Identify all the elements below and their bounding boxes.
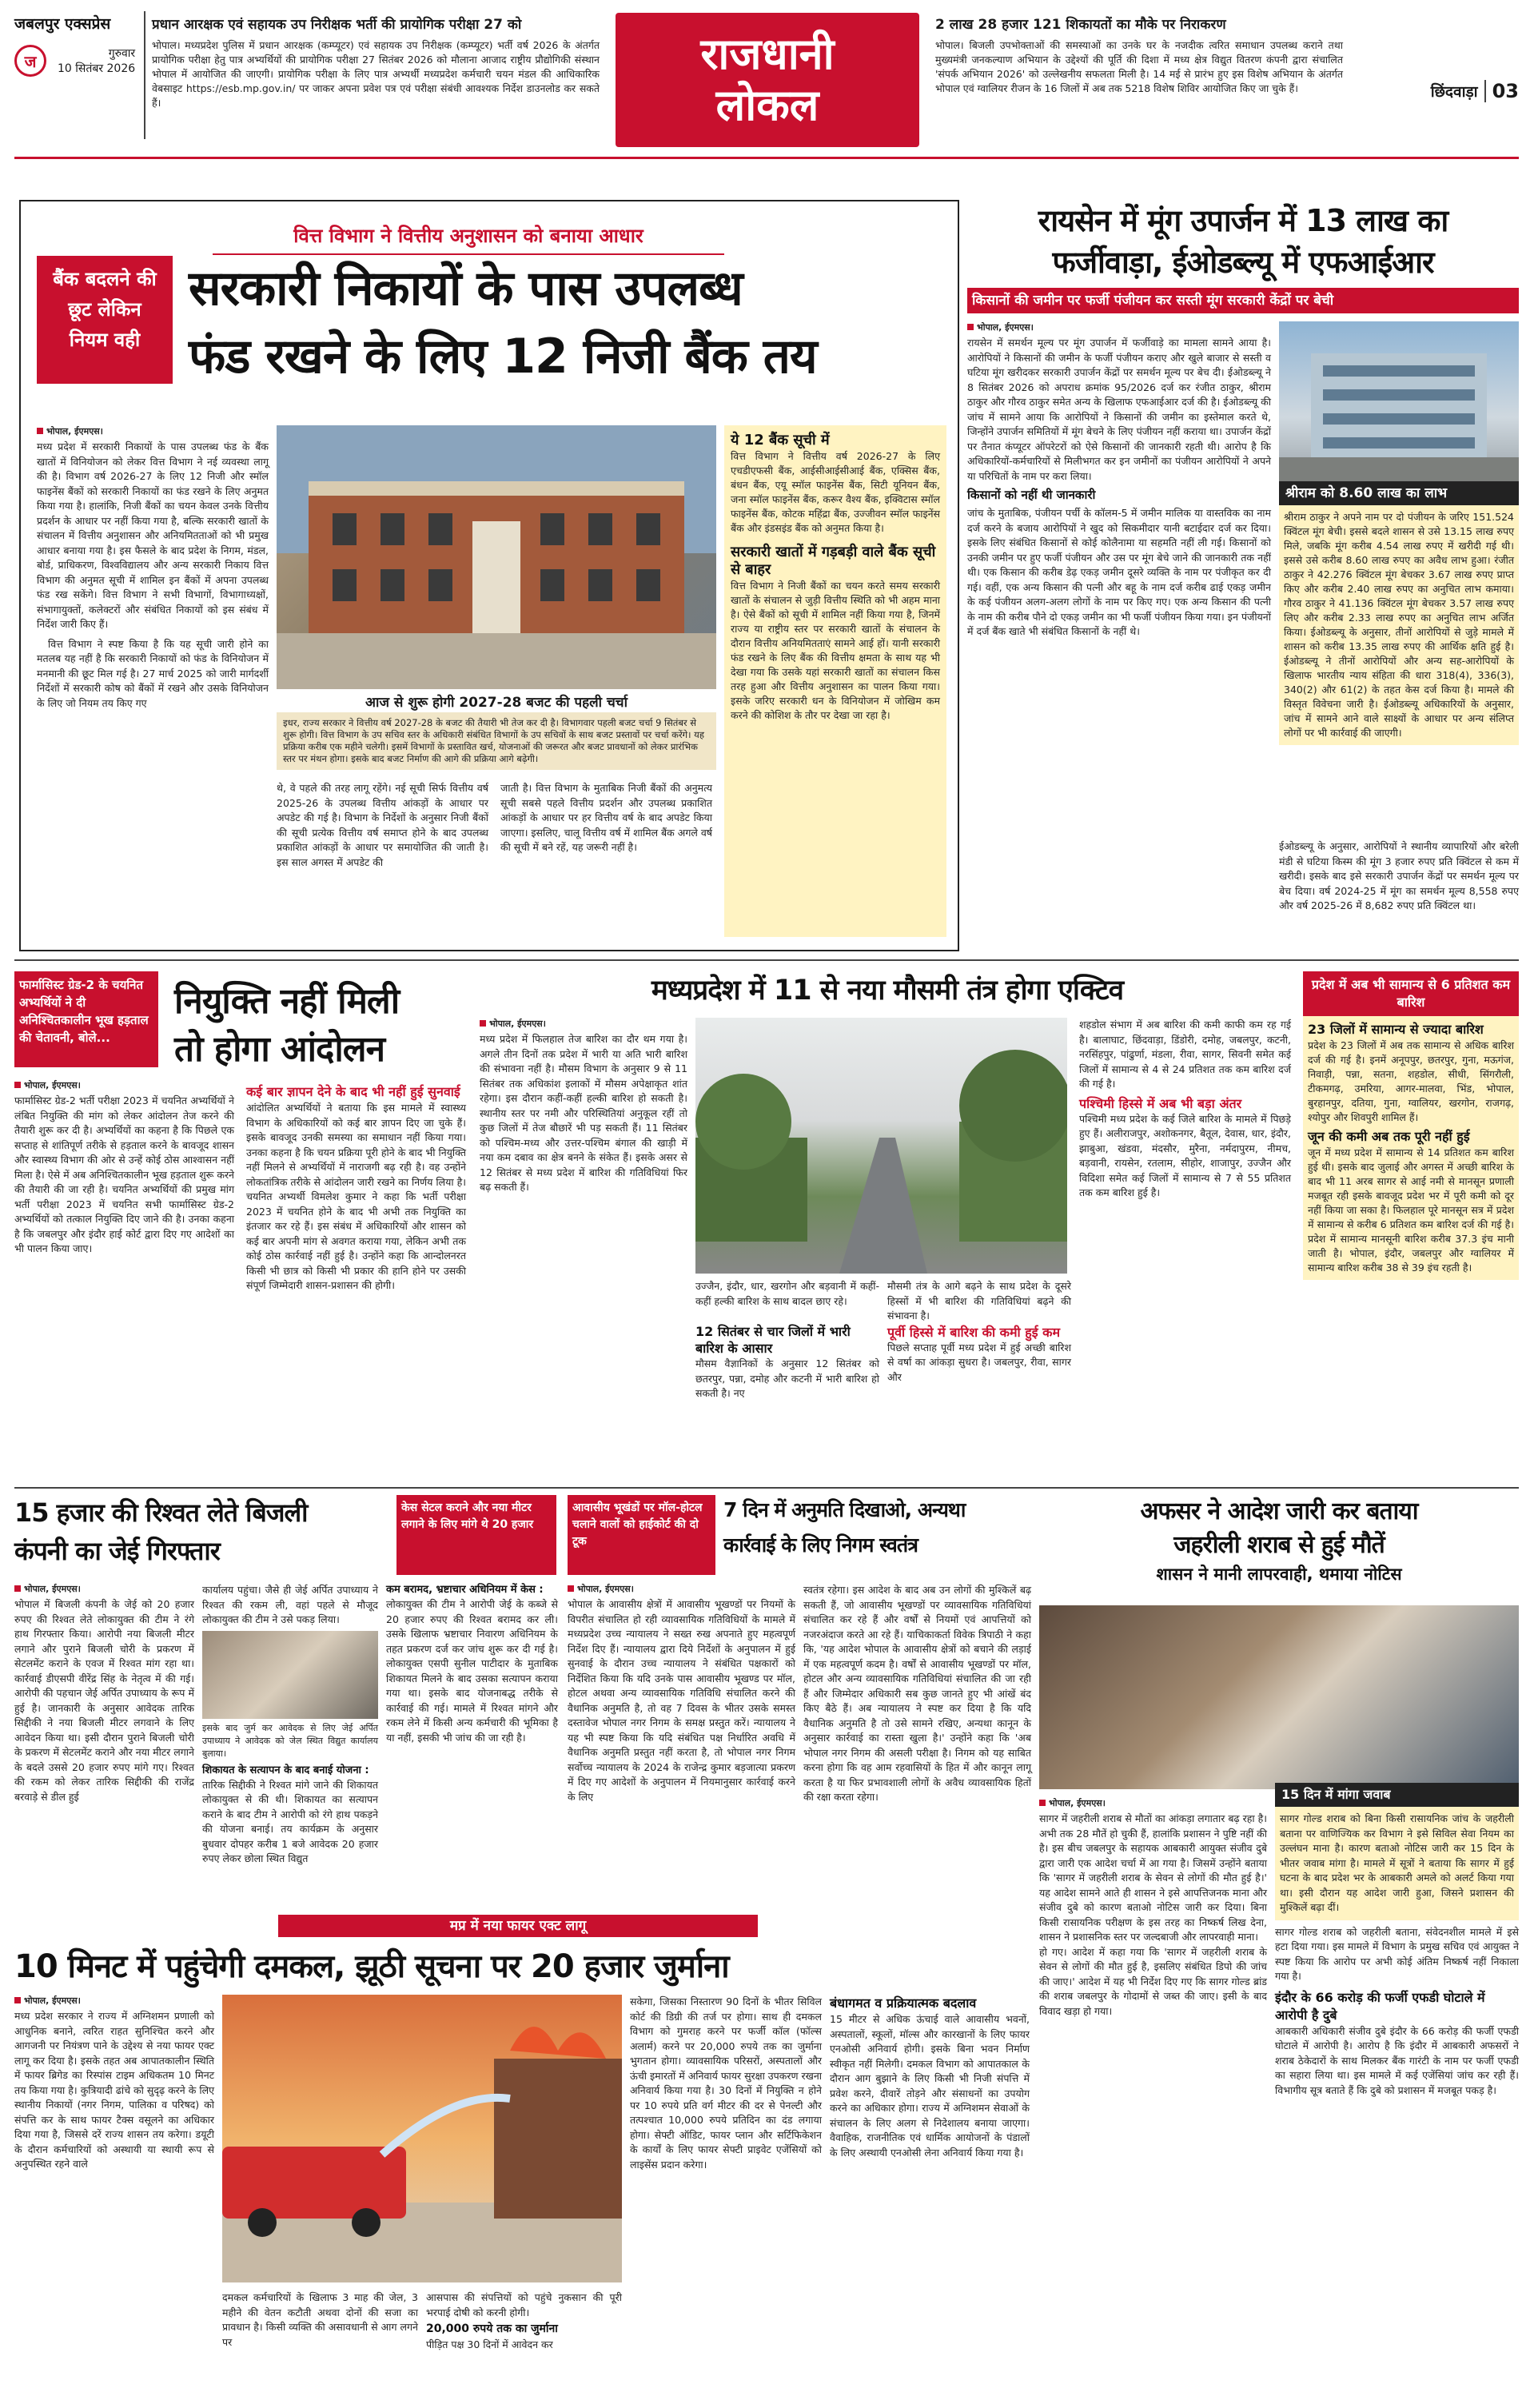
masthead-rule bbox=[14, 157, 1519, 159]
raisen-sub1: किसानों को नहीं थी जानकारी bbox=[967, 488, 1096, 502]
lead-col2-text: थे, वे पहले की तरह लागू रहेंगे। नई सूची सिर्फ वित्तीय वर्ष 2025-26 के उपलब्ध वित्तीय आंकड़ों के आधार पर अपडेट की गई है। विभाग के निर्देशों के अनुसार निजी बैंकों की सूची प्रत्येक वित्तीय वर्ष समाप्त होने के बाद उपलब्ध प्रकाशित आंकड़ों के आधार पर समायोजित की जाती है। इस साल अगस्त में अपडेट की bbox=[277, 782, 488, 868]
date: 10 सितंबर 2026 bbox=[58, 62, 136, 75]
weather-sub2: पूर्वी हिस्से में बारिश की कमी हुई कम bbox=[887, 1324, 1061, 1340]
weather-side-text1: प्रदेश के 23 जिलों में अब तक सामान्य से अधिक बारिश दर्ज की गई है। इनमें अनूपपुर, छतरपुर, गुना, मऊगंज, निवाड़ी, पन्ना, सतना, शहडोल, सीधी, सिंगरौली, टीकमगढ़, उमरिया, आगर-मालवा, भिंड, भोपाल, बुरहानपुर, दतिया, गुना, ग्वालियर, खरगोन, राजगढ़, श्योपुर और शिवपुरी शामिल हैं। bbox=[1308, 1039, 1514, 1123]
box-title: ये 12 बैंक सूची में bbox=[731, 432, 830, 449]
day: गुरुवार bbox=[108, 47, 136, 60]
brief-left-title: प्रधान आरक्षक एवं सहायक उप निरीक्षक भर्ती की प्रायोगिक परीक्षा 27 को bbox=[152, 17, 522, 33]
bribe-story bbox=[14, 1495, 558, 1911]
section-banner bbox=[616, 13, 919, 147]
paper-name: जबलपुर एक्सप्रेस bbox=[14, 15, 111, 33]
lead-headline-2: फंड रखने के लिए 12 निजी बैंक तय bbox=[189, 329, 817, 385]
liquor-side-text: सागर गोल्ड शराब को बिना किसी रासायनिक जांच के जहरीली बताना पर वाणिज्यिक कर विभाग ने इसे सिविल सेवा नियम का उल्लंघन माना है। कारण बताओ नोटिस जारी कर 15 दिन के भीतर जवाब मांगा है। मामले में सूत्रों ने बताया कि सागर में हुई घटना के बाद प्रदेश भर के आबकारी अमले को अलर्ट किया गया था। इसी दौरान यह आदेश जारी हुआ, जिसने प्रशासन की मुश्किलें बढ़ा दीं। bbox=[1275, 1807, 1519, 1920]
page-number: 03 bbox=[1492, 80, 1519, 102]
fire-col4: सकेगा, जिसका निस्तारण 90 दिनों के भीतर सिविल कोर्ट की डिग्री की तर्ज पर होगा। साथ ही दमकल विभाग को गुमराह करने पर फर्जी कॉल (फॉल्स अलार्म) करने पर 20,000 रुपये तक का जुर्माना भुगतान होगा। व्यावसायिक परिसरों, अस्पतालों और ऊंची इमारतों में अनिवार्य फायर सुरक्षा उपकरण रखना अनिवार्य किया गया है। 30 दिनों में नियुक्ति न होने पर 10 रुपये प्रति वर्ग मीटर की दर से पेनल्टी और तत्पश्चात 10,000 रुपये प्रतिदिन का दंड लगाया होगा। सेफ्टी ऑडिट, फायर प्लान और सर्टिफिकेशन के कार्यों के लिए फायर सेफ्टी प्राइवेट एजेंसियों को लाइसेंस प्रदान करेगा। bbox=[630, 1995, 822, 2171]
raisen-body1: रायसेन में समर्थन मूल्य पर मूंग उपार्जन में फर्जीवाड़े का मामला सामने आया है। आरोपियों ने किसानों की जमीन के फर्जी पंजीयन कराए और खुले बाजार से सस्ती व घटिया मूंग खरीदकर सरकारी उपार्जन केंद्रों पर समर्थन मूल्य पर बेच दी। ईओडब्ल्यू ने 8 सितंबर 2026 को अपराध क्रमांक 95/2026 दर्ज कर रंजीत ठाकुर, श्रीराम ठाकुर और गौरव ठाकुर समेत अन्य के खिलाफ एफआईआर दर्ज की है। ईओडब्ल्यू की जांच में सामने आया कि आरोपियों ने किसानों की जमीन का इस्तेमाल करते थे, जिन्होंने उपार्जन समितियों में मूंग बेचने के लिए पंजीयन नहीं कराया था। उपार्जन केंद्रों पर तैनात कंप्यूटर ऑपरेटरों को ऐसे किसानों की जानकारी रहती थी। आरोप है कि अधिकारियों-कर्मचारियों से मिलीभगत कर इन जमीनों का पंजीयन आरोपियों ने अपने या परिचितों के नाम पर करा लिया। bbox=[967, 337, 1271, 482]
hc-dateline: भोपाल, ईएमएस। bbox=[568, 1583, 795, 1595]
fire-col3: आसपास की संपत्तियों को पहुंचे नुकसान की पूरी भरपाई दोषी को करनी होगी। bbox=[426, 2291, 622, 2318]
liquor-side-title: 15 दिन में मांगा जवाब bbox=[1275, 1783, 1519, 1807]
bribe-image bbox=[202, 1631, 378, 1719]
weather-road-image bbox=[695, 1018, 1067, 1274]
liquor-col1: सागर में जहरीली शराब से मौतों का आंकड़ा लगातार बढ़ रहा है। अभी तक 28 मौतें हो चुकी हैं, हालांकि प्रशासन ने पुष्टि नहीं की है। इस बीच जबलपुर के सहायक आबकारी आयुक्त संजीव दुबे द्वारा जारी एक आदेश चर्चा में आ गया है। जिसमें उन्होंने बताया कि 'सागर में जहरीली शराब के सेवन से लोगों की मौत हुई है।' यह आदेश सामने आते ही शासन ने इसे आपत्तिजनक माना और संजीव दुबे को कारण बताओ नोटिस जारी कर दिया। बिना किसी रासायनिक परीक्षण के इस तरह का निष्कर्ष लिख देना, शासन ने प्रशासनिक स्तर पर जल्दबाजी और लापरवाही माना। bbox=[1039, 1812, 1267, 1943]
fire-dateline: भोपाल, ईएमएस। bbox=[14, 1995, 214, 2007]
masthead-left bbox=[14, 13, 142, 149]
paper-logo-icon: ज bbox=[14, 45, 46, 77]
top-brief-right bbox=[935, 16, 1343, 96]
office-building-illustration bbox=[1279, 321, 1519, 481]
weather-img-caption: उज्जैन, इंदौर, धार, खरगोन और बड़वानी में कहीं-कहीं हल्की बारिश के साथ बादल छाए रहे। bbox=[695, 1280, 879, 1307]
bribe-tag: केस सेटल कराने और नया मीटर लगाने के लिए मांगे थे 20 हजार bbox=[396, 1495, 556, 1575]
lead-kicker: वित्त विभाग ने वित्तीय अनुशासन को बनाया आधार bbox=[213, 222, 724, 255]
weather-col1: मध्य प्रदेश में फिलहाल तेज बारिश का दौर थम गया है। अगले तीन दिनों तक प्रदेश में भारी या अति भारी बारिश की संभावना नहीं है। मौसम विभाग के अनुसार 9 से 11 सितंबर तक अधिकांश इलाकों में मौसम अपेक्षाकृत शांत रहेगा। इस दौरान कहीं-कहीं हल्की बारिश हो सकती है। स्थानीय स्तर पर नमी और परिस्थितियां अनुकूल रहीं तो कुछ जिलों में तेज बौछारें भी पड़ सकती हैं। 11 सितंबर को पश्चिम-मध्य और उत्तर-पश्चिम बंगाल की खाड़ी में नया कम दबाव का क्षेत्र बनने के संकेत हैं। इसके असर से 12 सितंबर से मध्य प्रदेश में बारिश की गतिविधियां फिर बढ़ सकती हैं। bbox=[480, 1033, 687, 1193]
weather-side-sub1: 23 जिलों में सामान्य से ज्यादा बारिश bbox=[1308, 1022, 1484, 1037]
liquor-headline-2: जहरीली शराब से हुई मौतें bbox=[1173, 1531, 1385, 1559]
lead-dateline: भोपाल, ईएमएस। bbox=[37, 425, 269, 437]
firefighter-illustration bbox=[222, 1995, 622, 2282]
lead-story bbox=[19, 200, 959, 951]
raisen-deck: किसानों की जमीन पर फर्जी पंजीयन कर सस्ती मूंग सरकारी केंद्रों पर बेची bbox=[967, 288, 1519, 313]
lead-box bbox=[724, 425, 946, 937]
hc-tag: आवासीय भूखंडों पर मॉल-होटल चलाने वालों को हाईकोर्ट की दो टूक bbox=[568, 1495, 715, 1575]
top-brief-left bbox=[152, 16, 600, 110]
liquor-sub-text: आबकारी अधिकारी संजीव दुबे इंदौर के 66 करोड़ की फर्जी एफडी घोटाले में आरोपी है। आरोप है कि इंदौर में आबकारी अफसरों ने शराब ठेकेदारों के साथ मिलकर बैंक गारंटी के नाम पर फर्जी एफडी का सहारा लिया था। इस मामले में कई एजेंसियां जांच कर रही हैं। विभागीय सूत्र बताते हैं कि दुबे को प्रशासन में मजबूत पकड़ है। bbox=[1275, 2024, 1519, 2096]
box2-title: सरकारी खातों में गड़बड़ी वाले बैंक सूची से बाहर bbox=[731, 544, 936, 578]
fire-col3b: पीड़ित पक्ष 30 दिनों में आवेदन कर bbox=[426, 2338, 553, 2350]
lead-side-tag: बैंक बदलने की छूट लेकिन नियम वही bbox=[37, 256, 173, 384]
raisen-headline-2: फर्जीवाड़ा, ईओडब्ल्यू में एफआईआर bbox=[1052, 245, 1434, 280]
fire-col2: दमकल कर्मचारियों के खिलाफ 3 माह की जेल, 3 महीने की वेतन कटौती अथवा दोनों की सजा का प्रावधान है। किसी व्यक्ति की असावधानी से आग लगने पर bbox=[222, 2291, 418, 2348]
weather-headline: मध्यप्रदेश में 11 से नया मौसमी तंत्र होगा एक्टिव bbox=[651, 975, 1124, 1007]
liquor-image bbox=[1039, 1605, 1519, 1789]
weather-dateline: भोपाल, ईएमएस। bbox=[480, 1018, 687, 1030]
brief-left-body: भोपाल। मध्यप्रदेश पुलिस में प्रधान आरक्षक (कम्प्यूटर) एवं सहायक उप निरीक्षक (कम्प्यूटर) भर्ती वर्ष 2026 के अंतर्गत प्रायोगिक परीक्षा हेतु पात्र अभ्यर्थियों की प्रायोगिक परीक्षा 27 सितंबर 2026 को मौलाना आजाद राष्ट्रीय प्रौद्योगिकी संस्थान भोपाल में आयोजित की जाएगी। प्रायोगिक परीक्षा के लिए पात्र अभ्यर्थी मध्यप्रदेश कर्मचारी चयन मंडल की आधिकारिक वेबसाइट https://esb.mp.gov.in/ पर जाकर अपना प्रवेश पत्र एवं परीक्षा संबंधी आवश्यक निर्देश डाउनलोड कर सकते हैं। bbox=[152, 39, 600, 109]
raisen-dateline: भोपाल, ईएमएस। bbox=[967, 321, 1271, 333]
fire-illustration bbox=[222, 1995, 622, 2282]
brief-right-body: भोपाल। बिजली उपभोक्ताओं की समस्याओं का उनके घर के नजदीक त्वरित समाधान उपलब्ध कराने तथा मुख्यमंत्री जनकल्याण अभियान के उद्देश्यों की पूर्ति की दिशा में मध्य क्षेत्र विद्युत वितरण कंपनी द्वारा संचालित 'संपर्क अभियान 2026' को उल्लेखनीय सफलता मिली है। 14 मई से प्रारंभ हुए इस विशेष अभियान के अंतर्गत भोपाल एवं ग्वालियर रीजन के 16 जिलों में अब तक 5218 विशेष शिविर आयोजित किए जा चुके हैं। bbox=[935, 39, 1343, 94]
box2-text: वित्त विभाग ने निजी बैंकों का चयन करते समय सरकारी खातों के संचालन से जुड़ी वित्तीय स्थिति को भी अहम माना है। ऐसे बैंकों को सूची में शामिल नहीं किया गया है, जिनमें राज्य या राष्ट्रीय स्तर पर सरकारी खातों के संचालन के दौरान वित्तीय अनियमितताएं सामने आई हों। यानी सरकारी फंड रखने के लिए बैंक की वित्तीय क्षमता के साथ यह भी देखा गया कि उसके यहां सरकारी खातों का संचालन किस तरह हुआ और वित्तीय अनुशासन का पालन किया गया। इसके जरिए सरकारी धन के विनियोजन में जोखिम कम करने की कोशिश के तौर पर देखा जा रहा है। bbox=[731, 580, 940, 721]
raisen-headline-1: रायसेन में मूंग उपार्जन में 13 लाख का bbox=[1038, 203, 1448, 238]
hc-headline-1: 7 दिन में अनुमति दिखाओ, अन्यथा bbox=[723, 1498, 966, 1521]
weather-col3: मौसमी तंत्र के आगे बढ़ने के साथ प्रदेश के दूसरे हिस्सों में भी बारिश की गतिविधियां बढ़ने की संभावना है। bbox=[887, 1280, 1071, 1322]
pharm-body2: आंदोलित अभ्यर्थियों ने बताया कि इस मामले में स्वास्थ्य विभाग के अधिकारियों को कई बार ज्ञापन दिए जा चुके हैं। इसके बावजूद उनकी समस्या का समाधान नहीं किया गया। उनका कहना है कि चयन प्रक्रिया पूरी होने के बाद भी नियुक्ति नहीं मिलने से अभ्यर्थियों में नाराजगी बढ़ रही है। वह उन्होंने लोकतांत्रिक तरीके से आंदोलन जारी रखने का निर्णय लिया है। चयनित अभ्यर्थी विमलेश कुमार ने कहा कि भर्ती परीक्षा 2023 में चयनित होने के बाद भी अभी तक नियुक्ति का इंतजार कर रहे हैं। इस संबंध में अधिकारियों और शासन को कई बार अपनी मांग से अवगत कराया गया, लेकिन अभी तक कोई ठोस कार्रवाई नहीं हुई है। उन्होंने कहा कि आन्दोलनरत किसी भी छात्र को किसी भी प्रकार की हानि होने पर उसकी संपूर्ण जिम्मेदारी शासन-प्रशासन की होगी। bbox=[246, 1102, 466, 1291]
lead-col1 bbox=[37, 425, 269, 711]
hc-col1: भोपाल के आवासीय क्षेत्रों में आवासीय भूखण्डों पर नियमों के विपरीत संचालित हो रही व्यावसायिक गतिविधियों के मामले में मध्यप्रदेश उच्च न्यायालय ने सख्त रुख अपनाते हुए महत्वपूर्ण निर्देश दिए हैं। न्यायालय द्वारा दिये निर्देशों के अनुपालन में हुई सुनवाई के दौरान उच्च न्यायालय ने संबंधित पक्षकारों को निर्देशित किया कि यदि उनके पास आवासीय भूखण्ड पर मॉल, होटल अथवा अन्य व्यावसायिक गतिविधि संचालित करने की वैधानिक अनुमति है, तो वह 7 दिवस के भीतर उसके समस्त दस्तावेज भोपाल नगर निगम के समक्ष प्रस्तुत करें। न्यायालय ने यह भी स्पष्ट किया कि यदि संबंधित पक्ष निर्धारित अवधि में वैधानिक अनुमति प्रस्तुत नहीं करता है, तो भोपाल नगर निगम सर्वोच्च न्यायालय के 2024 के राजेन्द्र कुमार बड़जात्या प्रकरण में दिए गए आदेशों के अनुपालन में नियमानुसार कार्रवाई करने के लिए bbox=[568, 1598, 795, 1803]
liquor-col2: हो गए। आदेश में कहा गया कि 'सागर में जहरीली शराब के सेवन से लोगों की मौत हुई है, इसलिए संबंधित डिपो की जांच की जाए।' आदेश में यह भी निर्देश दिए गए कि सागर गोल्ड ब्रांड की शराब जबलपुर के गोदामों से जब्त की जाए। इसी के बाद विवाद खड़ा हो गया। bbox=[1039, 1945, 1267, 2017]
liquor-headline-1: अफसर ने आदेश जारी कर बताया bbox=[1140, 1497, 1418, 1525]
lead-headline-1: सरकारी निकायों के पास उपलब्ध bbox=[189, 261, 743, 317]
fire-story bbox=[14, 1915, 1030, 2398]
bribe-body-sub1: तारिक सिद्दीकी ने रिश्वत मांगे जाने की शिकायत लोकायुक्त से की थी। शिकायत का सत्यापन कराने के बाद टीम ने आरोपी को रंगे हाथ पकड़ने की योजना बनाई। तय कार्यक्रम के अनुसार बुधवार दोपहर करीब 1 बजे आवेदक 20 हजार रुपए लेकर छोला स्थित विद्युत bbox=[202, 1778, 378, 1864]
image-caption-text: इधर, राज्य सरकार ने वित्तीय वर्ष 2027-28 के बजट की तैयारी भी तेज कर दी है। विभागवार पहली बजट चर्चा 9 सितंबर से शुरू होगी। वित्त विभाग के उप सचिव स्तर के अधिकारी संबंधित विभागों के उप सचिवों के साथ बजट प्रस्तावों पर चर्चा करेंगे। यह प्रक्रिया करीब एक महीने चलेगी। इसमें विभागों के प्रस्तावित खर्च, योजनाओं की जरूरत और बजट प्रावधानों को लेकर प्रारंभिक स्तर पर मंथन होगा। इसके बाद बजट निर्माण की आगे की प्रक्रिया आगे बढ़ेगी। bbox=[277, 712, 716, 770]
lead-building-image bbox=[277, 425, 716, 689]
brief-right-title: 2 लाख 28 हजार 121 शिकायतों का मौके पर निराकरण bbox=[935, 17, 1226, 33]
pharm-dateline: भोपाल, ईएमएस। bbox=[14, 1079, 234, 1091]
raisen-story bbox=[967, 200, 1519, 943]
liquor-col3: सागर गोल्ड शराब को जहरीली बताना, संवेदनशील मामले में इसे हटा दिया गया। इस मामले में विभाग के प्रमुख सचिव एवं आयुक्त ने स्पष्ट किया कि आरोप पर अभी कोई अंतिम निष्कर्ष नहीं निकाला गया है। bbox=[1275, 1925, 1519, 1982]
divider bbox=[144, 11, 145, 139]
lead-col3-text: जाती है। वित्त विभाग के मुताबिक निजी बैंकों की अनुमत्य सूची सबसे पहले वित्तीय प्रदर्शन और उपलब्ध प्रकाशित आंकड़ों के आधार पर हर वित्तीय वर्ष के बाद अपडेट किया जाएगा। इसलिए, चालू वित्तीय वर्ष में शामिल बैंक अगले वर्ष की सूची में बने रहें, यह जरूरी नहीं है। bbox=[500, 782, 712, 853]
weather-col4b: पश्चिमी मध्य प्रदेश के कई जिले बारिश के मामले में पिछड़े हुए हैं। अलीराजपुर, अशोकनगर, बैतूल, देवास, धार, इंदौर, झाबुआ, खंडवा, मंदसौर, मुरैना, नर्मदापुरम, नीमच, बड़वानी, रायसेन, रतलाम, सीहोर, शाजापुर, उज्जैन और विदिशा समेत कई जिलों में सामान्य से 7 से 55 प्रतिशत तक कम बारिश हुई है। bbox=[1079, 1112, 1291, 1198]
bribe-col2: कार्यालय पहुंचा। जैसे ही जेई अर्पित उपाध्याय ने रिश्वत की रकम ली, वहां पहले से मौजूद लोकायुक्त की टीम ने उसे पकड़ लिया। bbox=[202, 1584, 378, 1625]
hc-headline-2: कार्रवाई के लिए निगम स्वतंत्र bbox=[723, 1533, 918, 1557]
weather-sidebar bbox=[1303, 971, 1519, 1483]
page-label bbox=[1359, 80, 1519, 102]
weather-sub3: पश्चिमी हिस्से में अब भी बड़ा अंतर bbox=[1079, 1095, 1242, 1111]
fire-headline: 10 मिनट में पहुंचेगी दमकल, झूठी सूचना पर 20 हजार जुर्माना bbox=[14, 1948, 729, 1985]
liquor-sub: इंदौर के 66 करोड़ की फर्जी एफडी घोटाले में आरोपी है दुबे bbox=[1275, 1989, 1485, 2023]
road-illustration bbox=[695, 1018, 1067, 1274]
liquor-dateline: भोपाल, ईएमएस। bbox=[1039, 1797, 1267, 1809]
lead-col1b-text: वित्त विभाग ने स्पष्ट किया है कि यह सूची जारी होने का मतलब यह नहीं है कि सरकारी निकायों को फंड के विनियोजन में मनमानी की छूट मिल गई है। 27 मार्च 2025 को जारी मार्गदर्शी निर्देशों में सरकारी कोष को बैंकों में रखने और उसके विनियोजन के लिए जो नियम तय किए गए bbox=[37, 637, 269, 709]
row-rule bbox=[14, 959, 1519, 961]
weather-sub1: 12 सितंबर से चार जिलों में भारी बारिश के आसार bbox=[695, 1324, 851, 1356]
weather-col4: शहडोल संभाग में अब बारिश की कमी काफी कम रह गई है। बालाघाट, छिंदवाड़ा, डिंडोरी, दमोह, जबलपुर, कटनी, नरसिंहपुर, पांढुर्णा, मंडला, रीवा, सागर, सिवनी समेत कई जिलों में सामान्य से 4 से 24 प्रतिशत तक कम बारिश दर्ज की गई है। bbox=[1079, 1019, 1291, 1090]
raisen-body2: जांच के मुताबिक, पंजीयन पर्ची के कॉलम-5 में जमीन मालिक या वास्तविक का नाम दर्ज करने के बजाय आरोपियों ने खुद को सिकमीदार यानी बटाईदार दर्ज कर दिया। इसके लिए संबंधित किसानों से कोई कोलैनामा या सहमति नहीं ली गई। किसानों को उनकी जमीन पर हुए फर्जी पंजीयन और उस पर मूंग बेचे जाने की जानकारी तक नहीं थी। एक किसान की करीब डेढ़ एकड़ जमीन दूसरे व्यक्ति के नाम पर पंजीकृत कर दी गई। वहीं, एक अन्य किसान की पत्नी और बहू के नाम दर्ज करीब ढाई एकड़ जमीन के कई पंजीयन अलग-अलग लोगों के नाम पर किए गए। एक अन्य किसान की पत्नी के नाम की करीब पौने दो एकड़ जमीन का भी फर्जी पंजीयन किया गया। इन पंजीयनों में दर्ज बैंक खाते भी संबंधित किसानों के नहीं थे। bbox=[967, 507, 1271, 637]
bribe-dateline: भोपाल, ईएमएस। bbox=[14, 1583, 194, 1595]
fire-col5: 15 मीटर से अधिक ऊंचाई वाले आवासीय भवनों, अस्पतालों, स्कूलों, मॉल्स और कारखानों के लिए फायर एनओसी अनिवार्य होगी। इसके बिना भवन निर्माण स्वीकृत नहीं मिलेगी। दमकल विभाग को आपातकाल के दौरान आग बुझाने के लिए किसी भी निजी संपत्ति में प्रवेश करने, दीवारें तोड़ने और संसाधनों का उपयोग करने का अधिकार होगा। राज्य में अग्निशमन सेवाओं के संचालन के लिए अलग से निदेशालय बनाया जाएगा। वैवाहिक, राजनीतिक एवं धार्मिक आयोजनों के पंडालों के लिए अस्थायी एनओसी लेना अनिवार्य किया गया है। bbox=[830, 2013, 1030, 2159]
bribe-headline-2: कंपनी का जेई गिरफ्तार bbox=[14, 1536, 220, 1566]
pharm-sub: कई बार ज्ञापन देने के बाद भी नहीं हुई सुनवाई bbox=[246, 1084, 460, 1099]
weather-side-text2: जून में मध्य प्रदेश में सामान्य से 14 प्रतिशत कम बारिश हुई थी। इसके बाद जुलाई और अगस्त में अच्छी बारिश के बाद भी 11 अरब सागर से आई नमी से मानसून प्रणाली मजबूत रही इसके बावजूद प्रदेश भर में पूरी कमी को दूर नहीं किया जा सका है। फिलहाल पूरे मानसून सत्र में प्रदेश में सामान्य से करीब 6 प्रतिशत कम बारिश दर्ज की गई है। प्रदेश में सामान्य मानसूनी बारिश करीब 37.3 इंच मानी जाती है। भोपाल, इंदौर, जबलपुर और ग्वालियर में सामान्य बारिश करीब 38 से 39 इंच रहती है। bbox=[1308, 1146, 1514, 1274]
bribe-body-sub2: लोकायुक्त की टीम ने आरोपी जेई के कब्जे से 20 हजार रुपए की रिश्वत बरामद कर ली। उसके खिलाफ भ्रष्टाचार निवारण अधिनियम के तहत प्रकरण दर्ज कर जांच शुरू कर दी गई है। लोकायुक्त एसपी सुनील पाटीदार के मुताबिक शिकायत मिलने के बाद उसका सत्यापन कराया गया था। इसके बाद योजनाबद्ध तरीके से कार्रवाई की गई। मामले में रिश्वत मांगने और रकम लेने में किसी अन्य कर्मचारी की भूमिका है या नहीं, इसकी भी जांच की जा रही है। bbox=[386, 1598, 558, 1744]
section-title-2: लोकल bbox=[715, 80, 819, 130]
divider bbox=[1484, 80, 1486, 102]
liquor-story bbox=[1039, 1495, 1519, 2398]
building-illustration bbox=[277, 425, 716, 689]
weather-side-sub2: जून की कमी अब तक पूरी नहीं हुई bbox=[1308, 1129, 1470, 1144]
image-caption-title: आज से शुरू होगी 2027-28 बजट की पहली चर्चा bbox=[277, 691, 716, 712]
pharm-headline-1: नियुक्ति नहीं मिली bbox=[174, 981, 400, 1022]
weather-body-sub2: पिछले सप्ताह पूर्वी मध्य प्रदेश में हुई अच्छी बारिश से वर्षा का आंकड़ा सुधरा है। जबलपुर, रीवा, सागर और bbox=[887, 1341, 1071, 1383]
pharm-body: फार्मासिस्ट ग्रेड-2 भर्ती परीक्षा 2023 में चयनित अभ्यर्थियों ने लंबित नियुक्ति की मांग को लेकर आंदोलन तेज करने की तैयारी शुरू कर दी है। अभ्यर्थियों का कहना है कि पिछले एक सप्ताह से शांतिपूर्ण तरीके से हड़ताल करने के बावजूद शासन और स्वास्थ्य विभाग की ओर से उन्हें कोई ठोस आश्वासन नहीं मिला है। ऐसे में अब अनिश्चितकालीन भूख हड़ताल शुरू करने की तैयारी की जा रही है। चयनित अभ्यर्थियों की प्रमुख मांग भर्ती परीक्षा 2023 में चयनित सभी फार्मासिस्ट ग्रेड-2 अभ्यर्थियों को तत्काल नियुक्ति दिए जाने की है। उनका कहना है कि जबलपुर और इंदौर हाई कोर्ट द्वारा दिए गए आदेशों का भी पालन किया जाए। bbox=[14, 1094, 234, 1254]
raisen-office-image bbox=[1279, 321, 1519, 481]
bribe-body: भोपाल में बिजली कंपनी के जेई को 20 हजार रुपए की रिश्वत लेते लोकायुक्त की टीम ने रंगे हाथ गिरफ्तार किया। आरोपी नया बिजली मीटर लगाने और पुराने बिजली चोरी के प्रकरण में सेटलमेंट कराने के एवज में रिश्वत मांग रहा था। कार्रवाई डीएसपी वीरेंद्र सिंह के नेतृत्व में की गई। आरोपी की पहचान जेई अर्पित उपाध्याय के रूप में हुई है। जानकारी के अनुसार आवेदक तारिक सिद्दीकी ने नया बिजली मीटर लगवाने के लिए आवेदन किया था। इसी दौरान पुराने बिजली चोरी के प्रकरण में सेटलमेंट कराने और नया मीटर लगाने के बदले उससे 20 हजार रुपए मांगे गए। रिश्वत की रकम को लेकर तारिक सिद्दीकी की राजेंद्र बरवाड़े से डील हुई bbox=[14, 1598, 194, 1803]
weather-side-title: प्रदेश में अब भी सामान्य से 6 प्रतिशत कम बारिश bbox=[1303, 971, 1519, 1016]
section-title-1: राजधानी bbox=[700, 29, 835, 79]
bribe-sub2: कम बरामद, भ्रष्टाचार अधिनियम में केस : bbox=[386, 1584, 544, 1596]
bribe-headline-1: 15 हजार की रिश्वत लेते बिजली bbox=[14, 1497, 308, 1528]
lead-col1-text: मध्य प्रदेश में सरकारी निकायों के पास उपलब्ध फंड के बैंक खातों में विनियोजन को लेकर वित्त विभाग ने नई व्यवस्था लागू की है। विभाग वर्ष 2026-27 के लिए 12 निजी और स्मॉल फाइनेंस बैंकों को सरकारी निकायों का फंड रखने के लिए अनुमत किया गया है। हालांकि, निजी बैंकों का चयन केवल उनके वित्तीय प्रदर्शन के आधार पर नहीं किया गया है, बल्कि सरकारी खातों के संचालन में वित्तीय अनुशासन और अनियमितताओं को भी प्रमुख आधार बनाया गया है। इस फैसले के बाद प्रदेश के निगम, मंडल, बोर्ड, प्राधिकरण, विश्वविद्यालय और अन्य सरकारी निकाय वित्त विभाग की अनुमत सूची में शामिल इन बैंकों में अपना उपलब्ध फंड रख सकेंगे। वित्त विभाग ने सभी विभागों, विभागाध्यक्षों, संभागायुक्तों, कलेक्टरों और संबंधित निकायों को इस संबंध में निर्देश जारी किए हैं। bbox=[37, 441, 269, 630]
fire-kicker: मप्र में नया फायर एक्ट लागू bbox=[278, 1915, 758, 1937]
fire-sub2: बंधागमत व प्रक्रियात्मक बदलाव bbox=[830, 1995, 977, 2011]
city-name: छिंदवाड़ा bbox=[1430, 83, 1478, 101]
lead-image-caption bbox=[277, 691, 716, 772]
fire-col1: मध्य प्रदेश सरकार ने राज्य में अग्निशमन प्रणाली को आधुनिक बनाने, त्वरित राहत सुनिश्चित करने और आगजनी पर नियंत्रण पाने के उद्देश्य से नया फायर एक्ट लागू कर दिया है। इसके तहत अब आपातकालीन स्थिति में फायर ब्रिगेड का रिस्पांस टाइम अधिकतम 10 मिनट तय किया गया है। कुत्रियादी ढांचे को सुदृढ़ करने के लिए स्थानीय निकायों (नगर निगम, पालिका व परिषद) को संपत्ति कर के साथ फायर टैक्स वसूलने का अधिकार दिया गया है, जिससे दरें राज्य शासन तय करेगा। डयूटी के दौरान कर्मचारियों को अस्थायी या स्थायी रूप से अनुपस्थित रहने वाले bbox=[14, 2010, 214, 2170]
weather-body-sub1: मौसम वैज्ञानिकों के अनुसार 12 सितंबर को छतरपुर, पन्ना, दमोह और कटनी में भारी बारिश हो सकती है। नए bbox=[695, 1357, 879, 1399]
fire-sub-fine: 20,000 रुपये तक का जुर्माना bbox=[426, 2322, 558, 2335]
highcourt-story bbox=[568, 1495, 1031, 1911]
raisen-body3: ईओडब्ल्यू के अनुसार, आरोपियों ने स्थानीय व्यापारियों और बरेली मंडी से घटिया किस्म की मूंग 3 हजार रुपए प्रति क्विंटल से कम में खरीदी। इसके बाद इसे सरकारी उपार्जन केंद्रों पर समर्थन मूल्य पर बेच दिया। वर्ष 2024-25 में मूंग का समर्थन मूल्य 8,558 रुपए और वर्ष 2025-26 में 8,682 रुपए प्रति क्विंटल था। bbox=[1279, 840, 1519, 911]
bribe-img-caption: इसके बाद जुर्म कर आवेदक से लिए जेई अर्पित उपाध्याय ने आवेदक को जेल स्थित विद्युत कार्यालय बुलाया। bbox=[202, 1722, 378, 1759]
hc-col2: स्वतंत्र रहेगा। इस आदेश के बाद अब उन लोगों की मुश्किलें बढ़ सकती हैं, जो आवासीय भूखण्डों पर व्यावसायिक गतिविधियां संचालित कर रहे हैं और वर्षों से नियमों एवं आपत्तियों को नजरअंदाज करते आ रहे हैं। याचिकाकर्ता विवेक त्रिपाठी ने कहा कि, 'यह आदेश भोपाल के आवासीय क्षेत्रों को बचाने की लड़ाई में एक महत्वपूर्ण कदम है। वर्षों से आवासीय भूखण्डों पर मॉल, होटल और अन्य व्यावसायिक गतिविधियां संचालित की जा रही हैं और जिम्मेदार अधिकारी सब कुछ जानते हुए भी आंखें बंद किए बैठे हैं। अब न्यायालय ने स्पष्ट कर दिया है कि यदि वैधानिक अनुमति है तो उसे सामने रखिए, अन्यथा कानून के अनुसार कार्रवाई का रास्ता खुला है।' उन्होंने कहा कि 'अब भोपाल नगर निगम की असली परीक्षा है। निगम को यह साबित करना होगा कि वह आम रहवासियों के हित में और कानून लागू करता है या फिर प्रभावशाली लोगों के अवैध व्यावसायिक हितों की रक्षा करता रहेगा। bbox=[803, 1584, 1031, 1803]
weather-story bbox=[480, 971, 1295, 1483]
pharm-tag: फार्मासिस्ट ग्रेड-2 के चयनित अभ्यर्थियों ने दी अनिश्चितकालीन भूख हड़ताल की चेतावनी, बोले... bbox=[14, 971, 158, 1067]
pharm-headline-2: तो होगा आंदोलन bbox=[174, 1029, 385, 1070]
liquor-deck: शासन ने मानी लापरवाही, थमाया नोटिस bbox=[1156, 1565, 1402, 1584]
box-text: वित्त विभाग ने वित्तीय वर्ष 2026-27 के लिए एचडीएफसी बैंक, आईसीआईसीआई बैंक, एक्सिस बैंक, बंधन बैंक, एयू स्मॉल फाइनेंस बैंक, सिटी यूनियन बैंक, जना स्मॉल फाइनेंस बैंक, करूर वैश्य बैंक, इक्विटास स्मॉल फाइनेंस बैंक, कोटक महिंद्रा बैंक, उज्जीवन स्मॉल फाइनेंस बैंक और इंडसइंड बैंक को अनुमत किया है। bbox=[731, 450, 940, 534]
raisen-img-caption: श्रीराम को 8.60 लाख का लाभ bbox=[1279, 481, 1519, 505]
row-rule bbox=[14, 1487, 1519, 1489]
bribe-sub1: शिकायत के सत्यापन के बाद बनाई योजना : bbox=[202, 1764, 369, 1776]
raisen-side-text: श्रीराम ठाकुर ने अपने नाम पर दो पंजीयन के जरिए 151.524 क्विंटल मूंग बेची। इससे बदले शासन से उसे 13.15 लाख रुपए मिले, जबकि मूंग करीब 4.54 लाख रुपए में खरीदी गई थी। इससे उसे करीब 8.60 लाख रुपए का अवैध लाभ हुआ। रंजीत ठाकुर ने 42.276 क्विंटल मूंग बेचकर 3.67 लाख रुपए प्राप्त किए और करीब 2.40 लाख रुपए का अनुचित लाभ कमाया। गौरव ठाकुर ने 41.136 क्विंटल मूंग बेचकर 3.57 लाख रुपए लिए और करीब 2.33 लाख रुपए का अनुचित लाभ अर्जित किया। ईओडब्ल्यू के अनुसार, तीनों आरोपियों से जुड़े मामले में शासन को करीब 13.35 लाख रुपए की आर्थिक क्षति हुई है। ईओडब्ल्यू ने तीनों आरोपियों और अन्य सह-आरोपियों के खिलाफ भारतीय न्याय संहिता की धारा 318(4), 336(3), 340(2) और 61(2) के तहत केस दर्ज किया है। मामले की विस्तृत विवेचना जारी है। ईओडब्ल्यू अधिकारियों के अनुसार, जांच में सामने आने वाले साक्ष्यों के आधार पर अन्य संलिप्त लोगों पर भी कार्रवाई की जाएगी। bbox=[1279, 505, 1519, 745]
pharmacist-story bbox=[14, 971, 470, 1491]
